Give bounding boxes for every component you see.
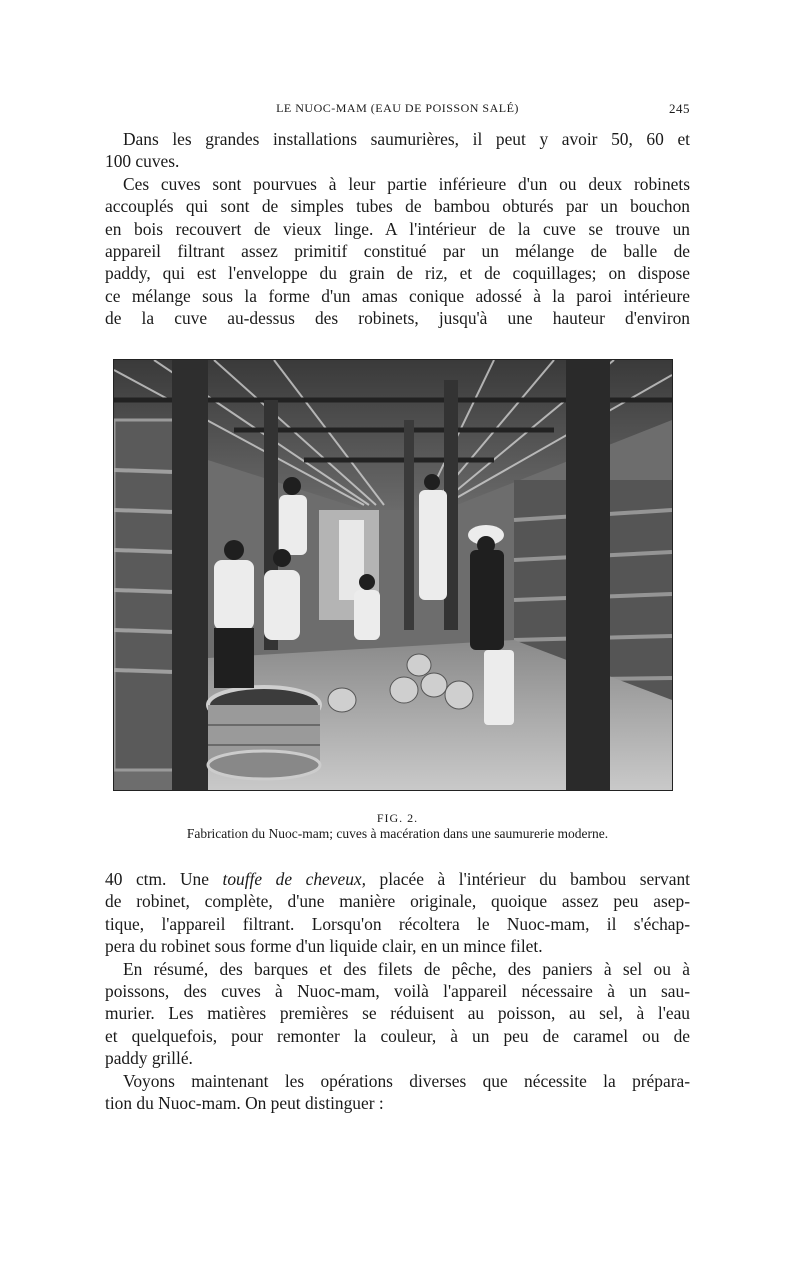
text-line: de la cuve au-dessus des robinets, jusqu'à une hauteur d'environ [105,308,690,329]
text-line: en bois recouvert de vieux linge. A l'intérieur de la cuve se trouve un [105,218,690,239]
text-line: tion du Nuoc-mam. On peut distinguer : [105,1093,384,1114]
text-line: accouplés qui sont de simples tubes de bambou obturés par un bouchon [105,196,690,217]
text-line: 100 cuves. [105,151,180,172]
line-end: placée à l'intérieur du bambou servant [365,869,690,889]
text-line: paddy grillé. [105,1048,193,1069]
text-line: tique, l'appareil filtrant. Lorsqu'on récoltera le Nuoc-mam, il s'échap- [105,913,690,934]
text-line: poissons, des cuves à Nuoc-mam, voilà l'appareil nécessaire à un sau- [105,981,690,1002]
text-line: murier. Les matières premières se réduisent au poisson, au sel, à l'eau [105,1003,690,1024]
text-line [105,868,690,890]
paragraph-after-figure [105,868,690,1114]
figure-number: FIG. 2. [376,811,419,825]
page-number: 245 [669,101,690,116]
text-line: pera du robinet sous forme d'un liquide clair, en un mince filet. [105,936,543,957]
figure-photograph [113,359,673,791]
text-line: Voyons maintenant les opérations diverses que nécessite la prépara- [123,1070,690,1091]
text-line: appareil filtrant assez primitif constitué par un mélange de balle de [105,241,690,262]
italic-phrase: touffe de cheveux, [222,869,366,889]
text-line: En résumé, des barques et des filets de pêche, des paniers à sel ou à [123,958,690,979]
text-line: de robinet, complète, d'une manière originale, quoique assez peu asep- [105,891,690,912]
text-line: Dans les grandes installations saumurières, il peut y avoir 50, 60 et [123,129,690,149]
figure-caption: Fabrication du Nuoc-mam; cuves à macération dans une saumurerie moderne. [186,826,609,841]
running-header [105,99,690,121]
text-line: paddy, qui est l'enveloppe du grain de riz, et de coquillages; on dispose [105,263,690,284]
line-start: 40 ctm. Une [105,869,223,889]
text-line: ce mélange sous la forme d'un amas conique adossé à la paroi intérieure [105,285,690,306]
text-line: Ces cuves sont pourvues à leur partie inférieure d'un ou deux robinets [123,173,690,194]
paragraph-before-figure [105,128,690,330]
saumurerie-photo [114,360,672,790]
text-line: et quelquefois, pour remonter la couleur, à un peu de caramel ou de [105,1025,690,1046]
running-title: LE NUOC-MAM (EAU DE POISSON SALÉ) [276,101,519,115]
